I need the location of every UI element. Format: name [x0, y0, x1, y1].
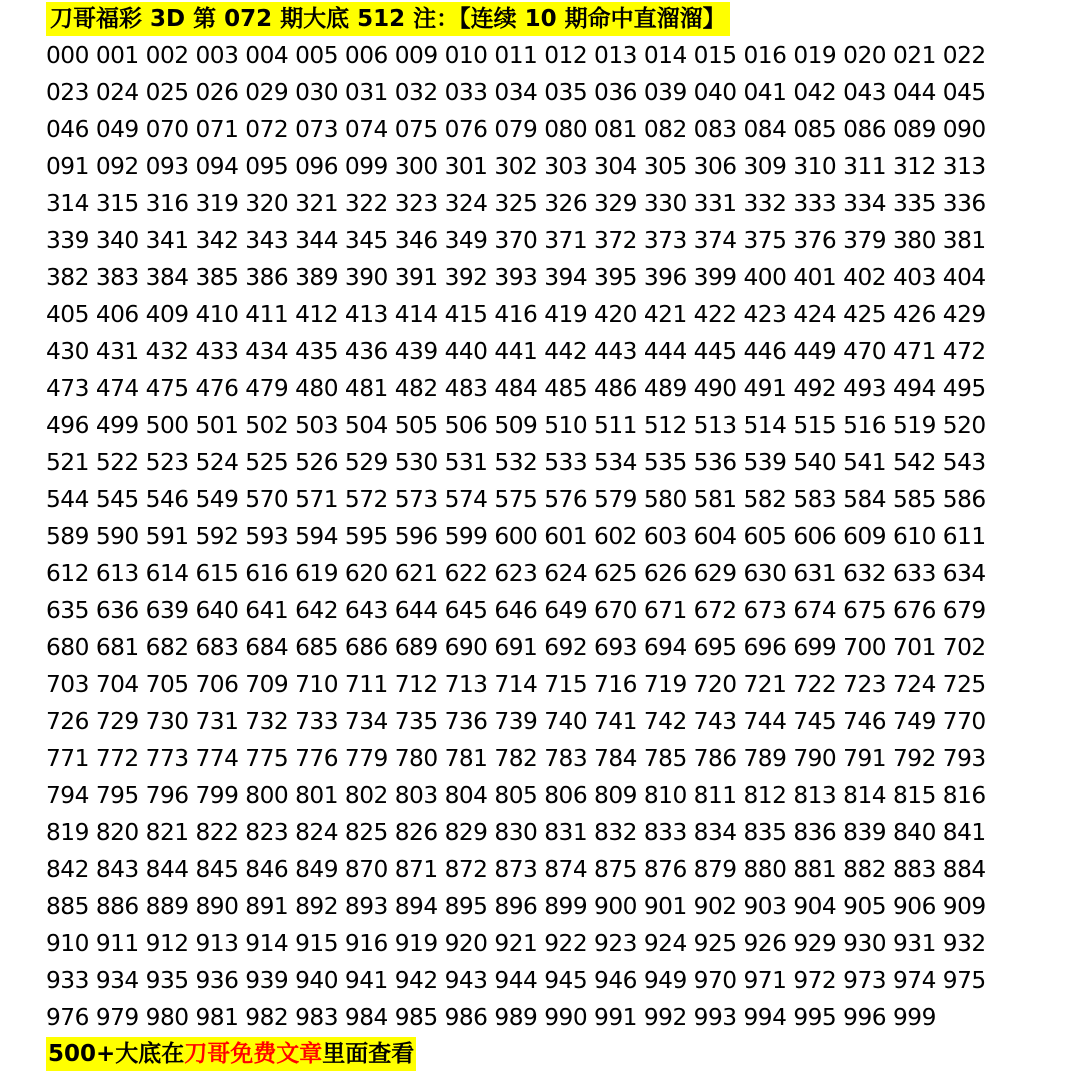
number-row: 405 406 409 410 411 412 413 414 415 416 419 420 421 422 423 424 425 426 429	[46, 300, 986, 328]
number-row: 046 049 070 071 072 073 074 075 076 079 080 081 082 083 084 085 086 089 090	[46, 115, 986, 143]
footer-suffix: 里面查看	[322, 1041, 415, 1067]
number-row: 023 024 025 026 029 030 031 032 033 034 035 036 039 040 041 042 043 044 045	[46, 78, 986, 106]
number-row: 091 092 093 094 095 096 099 300 301 302 303 304 305 306 309 310 311 312 313	[46, 152, 986, 180]
number-row: 000 001 002 003 004 005 006 009 010 011 012 013 014 015 016 019 020 021 022	[46, 41, 986, 69]
footer-highlight-link-text: 刀哥免费文章	[184, 1041, 323, 1067]
page-title: 刀哥福彩 3D 第 072 期大底 512 注：【连续 10 期命中直溜溜】	[46, 2, 730, 36]
number-row: 589 590 591 592 593 594 595 596 599 600 601 602 603 604 605 606 609 610 611	[46, 522, 986, 550]
number-row: 382 383 384 385 386 389 390 391 392 393 394 395 396 399 400 401 402 403 404	[46, 263, 986, 291]
number-row: 933 934 935 936 939 940 941 942 943 944 945 946 949 970 971 972 973 974 975	[46, 966, 986, 994]
number-row: 612 613 614 615 616 619 620 621 622 623 624 625 626 629 630 631 632 633 634	[46, 559, 986, 587]
number-row: 703 704 705 706 709 710 711 712 713 714 715 716 719 720 721 722 723 724 725	[46, 670, 986, 698]
number-row: 794 795 796 799 800 801 802 803 804 805 806 809 810 811 812 813 814 815 816	[46, 781, 986, 809]
number-row: 314 315 316 319 320 321 322 323 324 325 326 329 330 331 332 333 334 335 336	[46, 189, 986, 217]
number-row: 473 474 475 476 479 480 481 482 483 484 485 486 489 490 491 492 493 494 495	[46, 374, 986, 402]
number-row: 976 979 980 981 982 983 984 985 986 989 990 991 992 993 994 995 996 999	[46, 1003, 936, 1031]
footer-prefix: 500+大底在	[48, 1041, 185, 1067]
footer-note	[46, 1037, 416, 1071]
number-row: 842 843 844 845 846 849 870 871 872 873 874 875 876 879 880 881 882 883 884	[46, 855, 986, 883]
number-row: 339 340 341 342 343 344 345 346 349 370 371 372 373 374 375 376 379 380 381	[46, 226, 986, 254]
number-row: 819 820 821 822 823 824 825 826 829 830 831 832 833 834 835 836 839 840 841	[46, 818, 986, 846]
number-row: 430 431 432 433 434 435 436 439 440 441 442 443 444 445 446 449 470 471 472	[46, 337, 986, 365]
number-row: 496 499 500 501 502 503 504 505 506 509 510 511 512 513 514 515 516 519 520	[46, 411, 986, 439]
number-row: 726 729 730 731 732 733 734 735 736 739 740 741 742 743 744 745 746 749 770	[46, 707, 986, 735]
number-row: 910 911 912 913 914 915 916 919 920 921 922 923 924 925 926 929 930 931 932	[46, 929, 986, 957]
number-list	[46, 37, 1046, 1036]
number-row: 680 681 682 683 684 685 686 689 690 691 692 693 694 695 696 699 700 701 702	[46, 633, 986, 661]
number-row: 544 545 546 549 570 571 572 573 574 575 576 579 580 581 582 583 584 585 586	[46, 485, 986, 513]
number-row: 885 886 889 890 891 892 893 894 895 896 899 900 901 902 903 904 905 906 909	[46, 892, 986, 920]
number-row: 771 772 773 774 775 776 779 780 781 782 783 784 785 786 789 790 791 792 793	[46, 744, 986, 772]
number-row: 521 522 523 524 525 526 529 530 531 532 533 534 535 536 539 540 541 542 543	[46, 448, 986, 476]
number-row: 635 636 639 640 641 642 643 644 645 646 649 670 671 672 673 674 675 676 679	[46, 596, 986, 624]
